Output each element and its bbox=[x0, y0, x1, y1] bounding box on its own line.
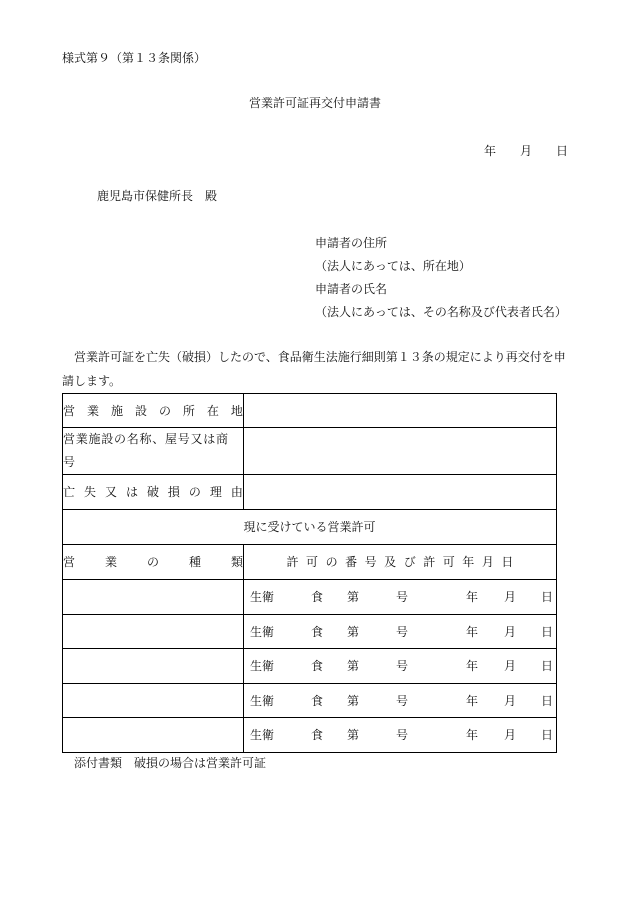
permit-number-suffix: 号 bbox=[396, 693, 409, 708]
applicant-name-label: 申請者の氏名 bbox=[315, 282, 388, 296]
label-char: の bbox=[325, 555, 338, 569]
loss-reason-value-cell bbox=[244, 475, 557, 510]
facility-location-label bbox=[63, 403, 243, 419]
current-permit-heading-cell bbox=[63, 510, 557, 545]
permit-month-label: 月 bbox=[504, 659, 517, 673]
label-char: 設 bbox=[134, 403, 147, 418]
loss-reason-label-cell bbox=[63, 475, 244, 510]
form-number: 様式第９（第１３条関係） bbox=[62, 51, 207, 65]
permit-number-line bbox=[244, 589, 556, 605]
permit-number-cell bbox=[244, 684, 557, 718]
permit-no-label: 第 bbox=[347, 659, 360, 673]
permit-no-label: 第 bbox=[347, 590, 360, 604]
current-permit-heading-row bbox=[63, 510, 557, 545]
permit-number-line bbox=[244, 727, 556, 743]
permit-number-header bbox=[287, 554, 514, 570]
permit-food-label: 食 bbox=[311, 590, 324, 604]
label-char: は bbox=[125, 485, 138, 499]
label-char: 業 bbox=[86, 403, 99, 418]
label-char: 地 bbox=[230, 403, 243, 418]
label-char: び bbox=[403, 555, 416, 569]
permit-number-line bbox=[244, 624, 556, 640]
permit-month-label: 月 bbox=[504, 728, 517, 742]
loss-reason-row bbox=[63, 475, 557, 510]
business-type-cell bbox=[63, 649, 244, 684]
permit-number-cell bbox=[244, 580, 557, 615]
permit-category-prefix: 生衛 bbox=[250, 659, 275, 673]
permit-row bbox=[63, 649, 557, 684]
permit-day-label: 日 bbox=[541, 728, 554, 742]
label-char: の bbox=[188, 485, 201, 499]
date-line: 年 月 日 bbox=[484, 144, 569, 158]
facility-location-value-cell bbox=[244, 394, 557, 428]
form-title: 営業許可証再交付申請書 bbox=[248, 96, 381, 110]
permit-number-cell bbox=[244, 615, 557, 649]
permit-number-line bbox=[244, 693, 556, 709]
label-char: 番 bbox=[345, 555, 358, 569]
label-char: 在 bbox=[206, 403, 219, 418]
permit-rows bbox=[63, 580, 557, 753]
facility-name-row bbox=[63, 428, 557, 475]
business-type-cell bbox=[63, 580, 244, 615]
label-char: 施 bbox=[110, 403, 123, 418]
label-char: 失 bbox=[83, 485, 96, 499]
permit-food-label: 食 bbox=[311, 624, 324, 639]
facility-name-value-cell bbox=[244, 428, 557, 475]
label-char: 月 bbox=[481, 555, 494, 569]
business-type-header-cell bbox=[63, 545, 244, 580]
permit-month-label: 月 bbox=[504, 693, 517, 708]
permit-day-label: 日 bbox=[541, 624, 554, 639]
facility-name-label-cell bbox=[63, 428, 244, 475]
current-permit-heading: 現に受けている営業許可 bbox=[243, 520, 376, 534]
label-char: 又 bbox=[104, 485, 117, 499]
label-char: 種 bbox=[188, 555, 201, 569]
label-char: 可 bbox=[442, 555, 455, 569]
permit-no-label: 第 bbox=[347, 728, 360, 742]
label-char: 営 bbox=[63, 403, 76, 418]
label-char: 所 bbox=[182, 403, 195, 418]
permit-year-label: 年 bbox=[466, 693, 479, 708]
label-char: 許 bbox=[423, 555, 436, 569]
facility-location-row bbox=[63, 394, 557, 428]
application-table bbox=[62, 393, 557, 753]
permit-food-label: 食 bbox=[311, 693, 324, 708]
label-char: の bbox=[146, 555, 159, 569]
label-char: 営 bbox=[63, 555, 76, 569]
label-char: 業 bbox=[104, 555, 117, 569]
permit-row bbox=[63, 718, 557, 753]
application-table-body bbox=[63, 394, 557, 580]
label-char: 可 bbox=[306, 555, 319, 569]
permit-day-label: 日 bbox=[541, 590, 554, 604]
permit-no-label: 第 bbox=[347, 624, 360, 639]
permit-number-suffix: 号 bbox=[396, 728, 409, 742]
permit-number-line bbox=[244, 658, 556, 674]
label-char: 類 bbox=[230, 555, 243, 569]
business-type-header bbox=[63, 554, 243, 570]
facility-name-label: 営業施設の名称、屋号又は商号 bbox=[63, 432, 228, 469]
loss-reason-label bbox=[63, 484, 243, 500]
permit-category-prefix: 生衛 bbox=[250, 693, 275, 708]
label-char: 及 bbox=[384, 555, 397, 569]
permit-month-label: 月 bbox=[504, 590, 517, 604]
permit-day-label: 日 bbox=[541, 693, 554, 708]
label-char: 号 bbox=[364, 555, 377, 569]
applicant-name-note: （法人にあっては、その名称及び代表者氏名） bbox=[315, 305, 567, 319]
permit-category-prefix: 生衛 bbox=[250, 590, 275, 604]
facility-location-label-cell bbox=[63, 394, 244, 428]
permit-row bbox=[63, 580, 557, 615]
permit-row bbox=[63, 615, 557, 649]
permit-number-cell bbox=[244, 718, 557, 753]
permit-number-suffix: 号 bbox=[396, 590, 409, 604]
label-char: の bbox=[158, 403, 171, 418]
attachment-note: 添付書類 破損の場合は営業許可証 bbox=[74, 756, 267, 770]
permit-number-header-cell bbox=[244, 545, 557, 580]
permit-food-label: 食 bbox=[311, 659, 324, 673]
label-char: 年 bbox=[462, 555, 475, 569]
permit-year-label: 年 bbox=[466, 590, 479, 604]
application-statement: 営業許可証を亡失（破損）したので、食品衛生法施行細則第１３条の規定により再交付を申請します。 bbox=[62, 350, 566, 388]
label-char: 損 bbox=[167, 485, 180, 499]
permit-year-label: 年 bbox=[466, 659, 479, 673]
permit-header-row bbox=[63, 545, 557, 580]
applicant-address-note: （法人にあっては、所在地） bbox=[315, 259, 471, 273]
label-char: 破 bbox=[146, 485, 159, 499]
permit-category-prefix: 生衛 bbox=[250, 624, 275, 639]
permit-number-suffix: 号 bbox=[396, 659, 409, 673]
permit-category-prefix: 生衛 bbox=[250, 728, 275, 742]
business-type-cell bbox=[63, 615, 244, 649]
permit-year-label: 年 bbox=[466, 728, 479, 742]
permit-number-cell bbox=[244, 649, 557, 684]
label-char: 許 bbox=[286, 555, 299, 569]
permit-year-label: 年 bbox=[466, 624, 479, 639]
label-char: 理 bbox=[209, 485, 222, 499]
permit-row bbox=[63, 684, 557, 718]
label-char: 亡 bbox=[63, 485, 76, 499]
permit-food-label: 食 bbox=[311, 728, 324, 742]
applicant-address-label: 申請者の住所 bbox=[315, 236, 388, 250]
permit-month-label: 月 bbox=[504, 624, 517, 639]
permit-no-label: 第 bbox=[347, 693, 360, 708]
label-char: 由 bbox=[230, 485, 243, 499]
permit-day-label: 日 bbox=[541, 659, 554, 673]
business-type-cell bbox=[63, 684, 244, 718]
business-type-cell bbox=[63, 718, 244, 753]
addressee: 鹿児島市保健所長 殿 bbox=[97, 189, 218, 203]
permit-number-suffix: 号 bbox=[396, 624, 409, 639]
label-char: 日 bbox=[501, 555, 514, 569]
